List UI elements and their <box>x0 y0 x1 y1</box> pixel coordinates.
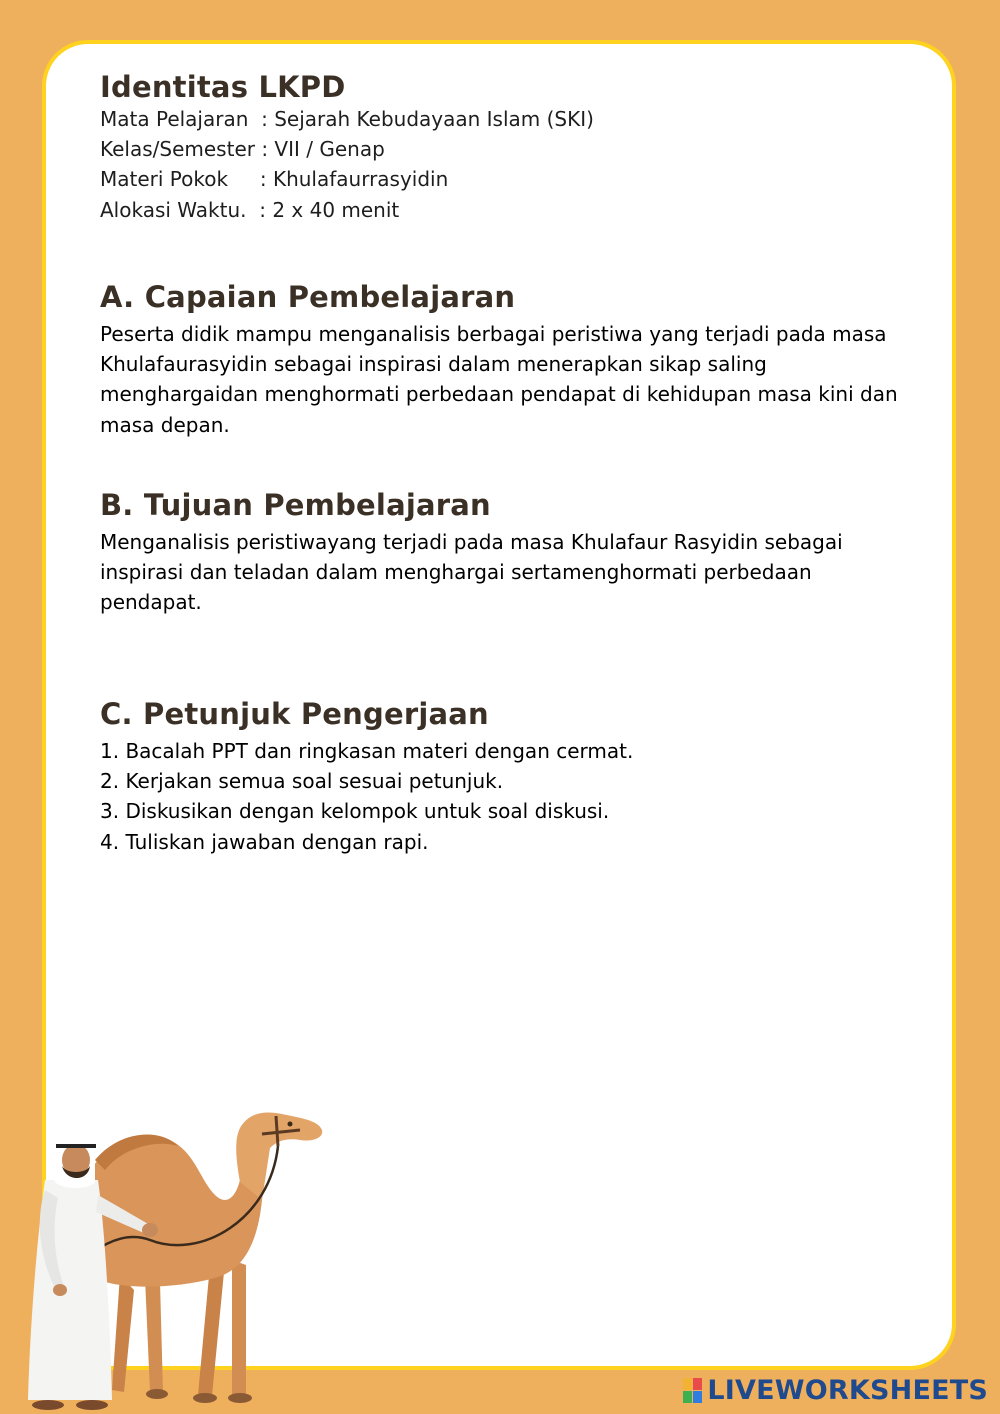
instruction-item-3: 3. Diskusikan dengan kelompok untuk soal diskusi. <box>100 799 610 824</box>
identitas-line-class: Kelas/Semester : VII / Genap <box>100 137 385 162</box>
identitas-section <box>100 70 900 225</box>
identitas-line-subject: Mata Pelajaran : Sejarah Kebudayaan Islam (SKI) <box>100 107 594 131</box>
section-b-title: B. Tujuan Pembelajaran <box>100 488 491 522</box>
section-petunjuk <box>100 697 900 857</box>
identitas-line-topic: Materi Pokok : Khulafaurrasyidin <box>100 167 449 192</box>
man-with-camel-illustration <box>0 1100 340 1414</box>
liveworksheets-logo[interactable] <box>683 1375 988 1406</box>
section-a-title: A. Capaian Pembelajaran <box>100 280 516 314</box>
identitas-line-time: Alokasi Waktu. : 2 x 40 menit <box>100 197 400 222</box>
section-tujuan <box>100 488 900 618</box>
instruction-item-1: 1. Bacalah PPT dan ringkasan materi dengan cermat. <box>100 739 634 763</box>
section-b-text: Menganalisis peristiwayang terjadi pada masa Khulafaur Rasyidin sebagai inspirasi dan teladan dalam menghargai sertamenghormati perbedaan pendapat. <box>100 530 843 615</box>
identitas-title: Identitas LKPD <box>100 70 346 104</box>
liveworksheets-mark-icon <box>683 1378 703 1404</box>
instruction-item-4: 4. Tuliskan jawaban dengan rapi. <box>100 829 429 854</box>
section-c-title: C. Petunjuk Pengerjaan <box>100 697 489 731</box>
instruction-item-2: 2. Kerjakan semua soal sesuai petunjuk. <box>100 769 504 794</box>
section-capaian <box>100 280 900 440</box>
section-a-text: Peserta didik mampu menganalisis berbagai peristiwa yang terjadi pada masa Khulafaurasyidin sebagai inspirasi dalam menerapkan sikap saling menghargaidan menghormati perbedaan pendapat di kehidupan masa kini dan masa depan. <box>100 322 898 437</box>
liveworksheets-brand-text: LIVEWORKSHEETS <box>707 1375 988 1406</box>
